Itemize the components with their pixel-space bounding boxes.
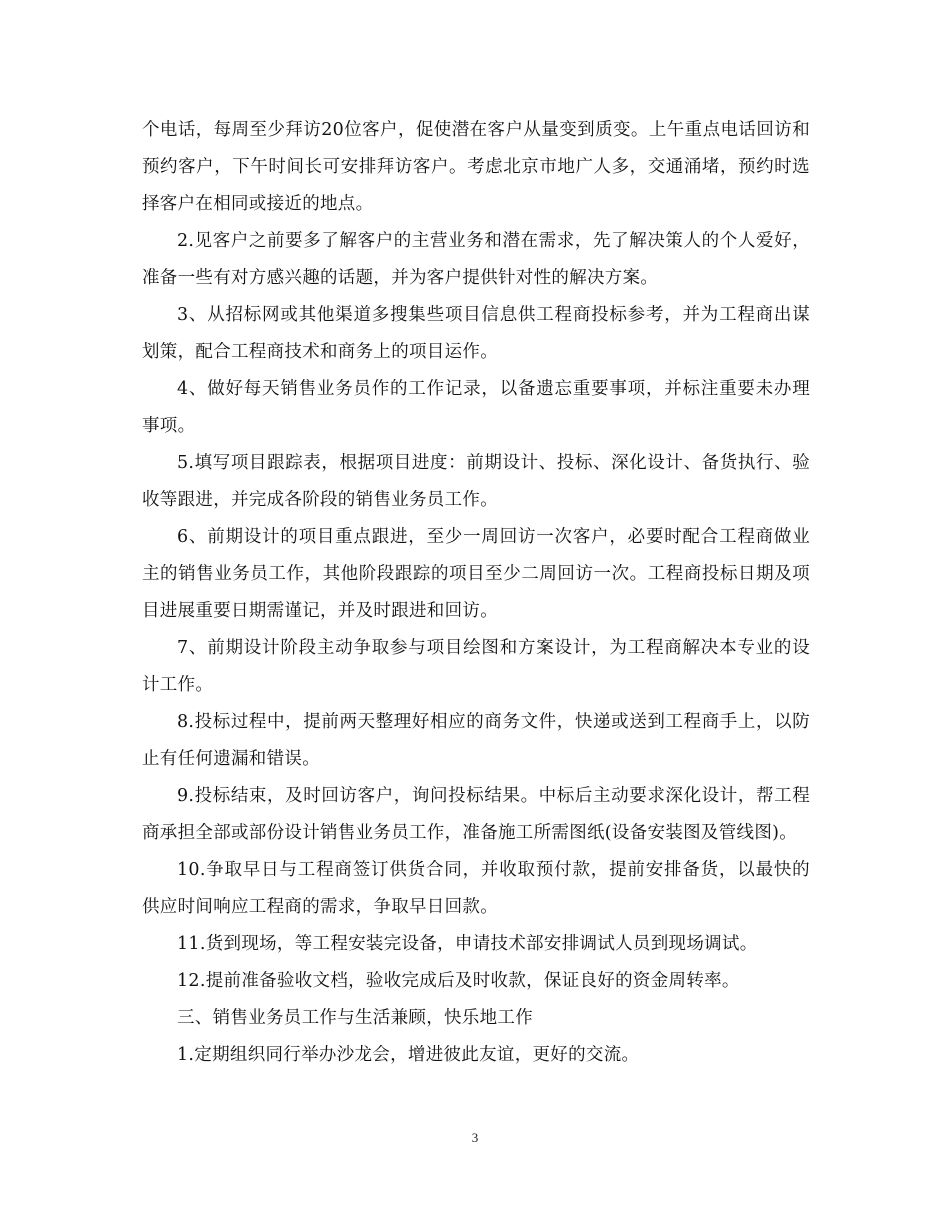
paragraph-item-5: 5.填写项目跟踪表，根据项目进度：前期设计、投标、深化设计、备货执行、验收等跟进，并完成各阶段的销售业务员工作。 (142, 453, 810, 510)
paragraph-item-12: 12.提前准备验收文档，验收完成后及时收款，保证良好的资金周转率。 (177, 971, 740, 991)
paragraph-item-2: 2.见客户之前要多了解客户的主营业务和潜在需求，先了解决策人的个人爱好，准备一些有对方感兴趣的话题，并为客户提供针对性的解决方案。 (142, 231, 810, 288)
paragraph-section3-item-1: 1.定期组织同行举办沙龙会，增进彼此友谊，更好的交流。 (177, 1045, 640, 1065)
page-number: 3 (471, 1130, 479, 1145)
paragraph-continued: 个电话，每周至少拜访20位客户，促使潜在客户从量变到质变。上午重点电话回访和预约客户，下午时间长可安排拜访客户。考虑北京市地广人多，交通涌堵，预约时选择客户在相同或接近的地点。 (142, 120, 810, 214)
document-body (142, 112, 810, 1074)
section-heading-3: 三、销售业务员工作与生活兼顾，快乐地工作 (177, 1008, 533, 1028)
paragraph-item-7: 7、前期设计阶段主动争取参与项目绘图和方案设计，为工程商解决本专业的设计工作。 (142, 638, 810, 695)
paragraph-item-10: 10.争取早日与工程商签订供货合同，并收取预付款，提前安排备货，以最快的供应时间响应工程商的需求，争取早日回款。 (142, 860, 810, 917)
paragraph-item-8: 8.投标过程中，提前两天整理好相应的商务文件，快递或送到工程商手上，以防止有任何遗漏和错误。 (142, 712, 810, 769)
paragraph-item-4: 4、做好每天销售业务员作的工作记录，以备遗忘重要事项，并标注重要未办理事项。 (142, 379, 810, 436)
paragraph-item-6: 6、前期设计的项目重点跟进，至少一周回访一次客户，必要时配合工程商做业主的销售业务员工作，其他阶段跟踪的项目至少二周回访一次。工程商投标日期及项目进展重要日期需谨记，并及时跟进和回访。 (142, 527, 810, 621)
paragraph-item-3: 3、从招标网或其他渠道多搜集些项目信息供工程商投标参考，并为工程商出谋划策，配合工程商技术和商务上的项目运作。 (142, 305, 810, 362)
paragraph-item-11: 11.货到现场，等工程安装完设备，申请技术部安排调试人员到现场调试。 (177, 934, 758, 954)
paragraph-item-9: 9.投标结束，及时回访客户，询问投标结果。中标后主动要求深化设计，帮工程商承担全部或部份设计销售业务员工作，准备施工所需图纸(设备安装图及管线图)。 (142, 786, 810, 843)
